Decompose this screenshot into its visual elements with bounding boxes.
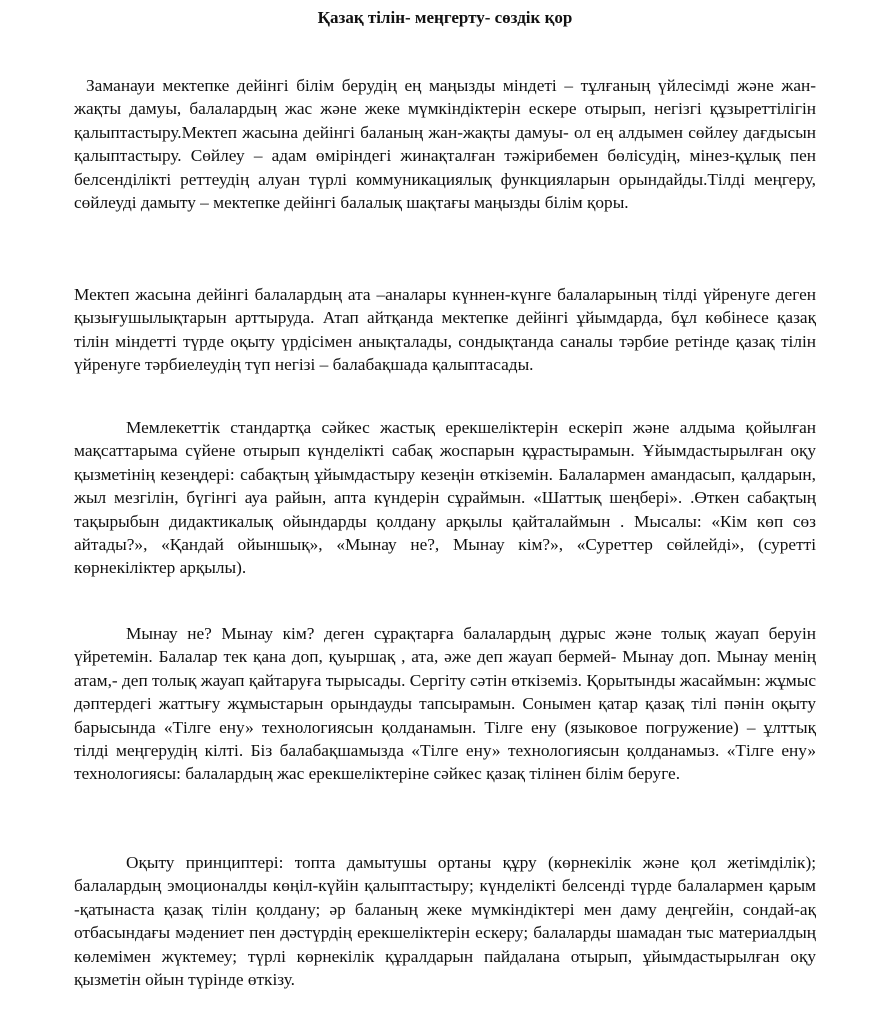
paragraph-intro: Заманауи мектепке дейінгі білім берудің ең маңызды міндеті – тұлғаның үйлесімді және жан-жақты дамуы, балалардың жас және жеке мүмкіндіктерін ескере отырып, негізгі құзыреттілігін қалыптастыру.Мектеп жасына дейінгі баланың жан-жақты дамуы- ол ең алдымен сөйлеу дағдысын қалыптастыру. Сөйлеу – адам өміріндегі жинақталған тәжірибемен бөлісудің, мінез-құлық пен белсенділікті реттеудің алуан түрлі коммуникациялық функцияларын орындайды.Тілді меңгеру, сөйлеуді дамыту – мектепке дейінгі балалық шақтағы маңызды білім қоры. (74, 76, 816, 213)
paragraph-parents: Мектеп жасына дейінгі балалардың ата –аналары күннен-күнге балаларының тілді үйренуге деген қызығушылықтарын арттыруда. Атап айтқанда мектепке дейінгі ұйымдарда, бұл көбінесе қазақ тілін міндетті түрде оқыту үрдісімен анықталады, сондықтанда саналы тәрбие ретінде қазақ тілін үйренуге тәрбиелеудің түп негізі – балабақшада қалыптасады. (74, 285, 816, 375)
paragraph-standard: Мемлекеттік стандартқа сәйкес жастық ерекшеліктерін ескеріп және алдыма қойылған мақсаттарыма сүйене отырып күнделікті сабақ жоспарын құрастырамын. Ұйымдастырылған оқу қызметінің кезеңдері: сабақтың ұйымдастыру кезеңін өткіземін. Балалармен амандасып, қалдарын, жыл мезгілін, бүгінгі ауа райын, апта күндерін сұраймын. «Шаттық шеңбері». .Өткен сабақтың тақырыбын дидактикалық ойындарды қолдану арқылы қайталаймын . Мысалы: «Кім көп сөз айтады?», «Қандай ойыншық», «Мынау не?, Мынау кім?», «Суреттер сөйлейді», (суретті көрнекіліктер арқылы). (74, 418, 816, 578)
document-title: Қазақ тілін- меңгерту- сөздік қор (317, 8, 573, 27)
paragraph-principles: Оқыту принциптері: топта дамытушы ортаны құру (көрнекілік және қол жетімділік); балалардың эмоционалды көңіл-күйін қалыптастыру; күнделікті белсенді түрде балалармен қарым -қатынаста қазақ тілін қолдану; әр баланың жеке мүмкіндіктері мен даму деңгейін, сондай-ақ отбасындағы мәдениет пен дәстүрдің ерекшеліктерін ескеру; балаларды шамадан тыс материалдың көлемімен жүктемеу; түрлі көрнекілік құралдарын пайдалана отырып, ұйымдастырылған оқу қызметін ойын түрінде өткізу. (74, 853, 816, 990)
paragraph-questions: Мынау не? Мынау кім? деген сұрақтарға балалардың дұрыс және толық жауап беруін үйретемін. Балалар тек қана доп, қуыршақ , ата, әже деп жауап бермей- Мынау доп. Мынау менің атам,- деп толық жауап қайтаруға тырысады. Сергіту сәтін өткіземіз. Қорытынды жасаймын: жұмыс дәптердегі жаттығу жұмыстарын орындауды тапсырамын. Сонымен қатар қазақ тілі пәнін оқыту барысында «Тілге ену» технологиясын қолданамын. Тілге ену (языковое погружение) – ұлттық тілді меңгерудің кілті. Біз балабақшамызда «Тілге ену» технологиясын қолданамыз. «Тілге ену» технологиясы: балалардың жас ерекшеліктеріне сәйкес қазақ тілінен білім беруге. (74, 624, 817, 784)
